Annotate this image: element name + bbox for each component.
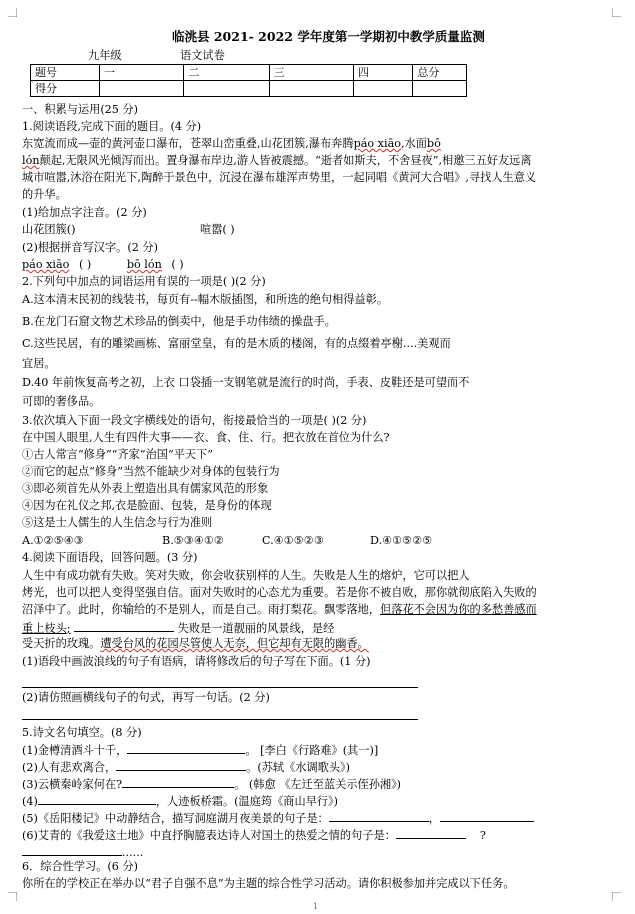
q4-passage-line: 烤光，也可以把人变得坚强自信。面对失败时的心态尤为重要。若是你不被自败，那你就彻底陷入失败的	[22, 586, 537, 599]
q1-sub1-item[interactable]: 山花团簇()	[22, 223, 76, 236]
corner-mark-top-right	[612, 8, 621, 17]
score-table	[30, 64, 467, 97]
score-table-header-cell: 二	[184, 65, 269, 81]
score-row-label: 得分	[31, 81, 100, 97]
q1-sub1: (1)给加点字注音。(2 分)	[22, 206, 147, 219]
blank-line[interactable]	[329, 809, 429, 822]
q1-passage-text: 东宽流而成—壶的黄河壶口瀑布，苍翠山峦重叠,山花团簇,瀑布奔腾	[22, 137, 354, 150]
score-cell[interactable]	[413, 81, 467, 97]
q5-text: (4)	[22, 795, 38, 808]
q5-text: 。 (韩愈 《左迁至蓝关示侄孙湘》)	[234, 778, 402, 791]
q5-item	[22, 775, 401, 793]
blank-line[interactable]	[440, 809, 534, 822]
q5-comma: ，	[428, 812, 440, 825]
exam-title: 临洮县 2021- 2022 学年度第一学期初中教学质量监测	[172, 29, 485, 44]
q3-sentence: ②而它的起点“修身”当然不能缺少对身体的包装行为	[22, 465, 280, 478]
q2-stem: 2.下列句中加点的词语运用有误的一项是( )(2 分)	[22, 275, 266, 288]
q4-underlined-sentence: 但落花不会因为你的多愁善感而	[380, 603, 537, 616]
q2-option-a[interactable]: A.这本清末民初的线装书，每页有--幅木版插图，和所选的绝句相得益彰。	[22, 293, 389, 306]
score-table-header-row	[31, 65, 467, 81]
q3-intro: 在中国人眼里,人生有四件大事——衣、食、住、行。把衣放在首位为什么?	[22, 431, 390, 444]
blank-line[interactable]	[74, 619, 174, 632]
pinyin-paoxiao: páo xiāo	[22, 258, 70, 271]
q4-passage-line: 人生中有成功就有失败。笑对失败，你会收获别样的人生。失败是人生的熔炉，它可以把人	[22, 569, 470, 582]
q3-stem: 3.依次填入下面一段文字横线处的语句，衔接最恰当的一项是( )(2 分)	[22, 414, 367, 427]
q4-text: 受天折的玫瑰。	[22, 637, 101, 650]
q4-underlined-sentence: 重上枝头;	[22, 622, 71, 635]
score-cell[interactable]	[184, 81, 269, 97]
q4-passage-line	[22, 602, 537, 618]
q5-text: ，人迹板桥霜。(温庭筠《商山早行》)	[155, 795, 338, 808]
q1-passage-line: 城市喧嚣,沐浴在阳光下,陶醉于景色中，沉浸在瀑布雄浑声势里，一起同唱《黄河大合唱》,寻找人生意义	[22, 171, 537, 184]
q1-passage-text: 颠起,无限风光倾泻而出。置身瀑布岸边,游人皆被震撼。“逝者如斯夫，不舍昼夜”,相邀三五好友远离	[39, 154, 532, 167]
q2-option-b[interactable]: B.在龙门石窟文物艺术珍品的倒卖中，他是手功伟绩的操盘手。	[22, 315, 336, 328]
blank-line[interactable]	[38, 792, 156, 805]
q3-option-d[interactable]: D.④①⑤②⑤	[370, 534, 433, 547]
corner-mark-bottom-left	[8, 892, 17, 901]
q5-text: (1)金樽清酒斗十千，	[22, 744, 128, 757]
page-number: 1	[313, 902, 319, 911]
q2-option-d[interactable]: D.40 年前恢复高考之初，上衣 口袋插一支钢笔就是流行的时尚，手表、皮鞋还是可望而不	[22, 376, 470, 389]
score-cell[interactable]	[269, 81, 353, 97]
q3-option-c[interactable]: C.④①⑤②③	[262, 534, 324, 547]
blank-line[interactable]	[396, 826, 466, 839]
q3-sentence: ①古人常言“修身”“齐家”治国“平天下”	[22, 448, 213, 461]
q5-item	[22, 792, 338, 810]
score-table-header-cell: 总分	[413, 65, 467, 81]
score-table-header-cell: 三	[269, 65, 353, 81]
score-table-header-cell: 题号	[31, 65, 100, 81]
q5-text: (5)《岳阳楼记》中动静结合，描写洞庭湖月夜美景的句子是：	[22, 812, 329, 825]
q5-text: (3)云横秦岭家何在?	[22, 778, 123, 791]
q5-item	[22, 758, 350, 776]
section-heading: 一、积累与运用(25 分)	[22, 103, 139, 116]
score-table-row	[31, 81, 467, 97]
q1-passage-line	[22, 153, 532, 169]
score-cell[interactable]	[99, 81, 183, 97]
q3-sentence: ⑤这是士人儒生的人生信念与行为准则	[22, 516, 213, 529]
pinyin-paoxiao: páo xiāo	[353, 137, 401, 150]
q6-intro: 你所在的学校正在举办以“君子自强不息”为主题的综合性学习活动。请你积极参加并完成以下任务。	[22, 877, 515, 890]
q4-sub1: (1)语段中画波浪线的句子有语病，请将修改后的句子写在下面。(1 分)	[22, 655, 371, 668]
score-table-header-cell: 四	[353, 65, 412, 81]
corner-mark-bottom-right	[612, 892, 621, 901]
q5-item	[22, 741, 378, 759]
q1-passage-line: 的升华。	[22, 188, 67, 201]
q1-sub2: (2)根据拼音写汉字。(2 分)	[22, 241, 158, 254]
q6-stem: 6．综合性学习。(6 分)	[22, 860, 139, 873]
q2-option-c[interactable]: C.这些民居，有的雕梁画栋、富丽堂皇，有的是木质的楼阁，有的点缀着亭榭....美观而	[22, 337, 451, 350]
q3-sentence: ③即必须首先从外表上塑造出具有儒家风范的形象	[22, 482, 269, 495]
q2-option-d-cont: 可即的奢侈品。	[22, 395, 101, 408]
q1-passage-text: ,水面	[400, 137, 427, 150]
q4-wavy-sentence: 遭受台风的花园尽管使人无奈，但它却有无限的幽香。	[100, 637, 369, 650]
q3-option-b[interactable]: B.⑤③④①②	[162, 534, 224, 547]
blank-line[interactable]	[116, 758, 246, 771]
score-cell[interactable]	[353, 81, 412, 97]
pinyin-lon: lón	[22, 154, 40, 167]
q4-text: 失败是一道靓丽的风景线，是经	[177, 622, 335, 635]
q4-passage-line	[22, 619, 334, 637]
q1-passage-line	[22, 136, 441, 152]
q5-text: 。 [李白《行路难》(其一)]	[245, 744, 379, 757]
grade-label: 九年级	[88, 49, 122, 62]
q5-stem: 5.诗文名句填空。(8 分)	[22, 726, 142, 739]
q3-option-a[interactable]: A.①②⑤④③	[22, 534, 84, 547]
answer-line[interactable]	[22, 687, 418, 688]
q3-sentence: ④因为在礼仪之邦,衣是脸面、包装，是身份的体现	[22, 499, 272, 512]
q5-item	[22, 809, 534, 827]
pinyin-bolon: bō lón	[126, 258, 162, 271]
q4-passage-line	[22, 636, 369, 652]
q4-stem: 4.阅读下面语段，回答问题。(3 分)	[22, 551, 198, 564]
q1-stem: 1.阅读语段,完成下面的题目。(4 分)	[22, 120, 202, 133]
q4-text: 沼泽中了。此时，你输给的不是别人，而是自己。雨打梨花。飘零落地，	[22, 603, 381, 616]
q4-sub2: (2)请仿照画横线句子的句式，再写一句话。(2 分)	[22, 691, 270, 704]
subject-label: 语文试卷	[180, 49, 225, 62]
blank-line[interactable]	[122, 775, 234, 788]
q2-option-c-cont: 宜居。	[22, 357, 56, 370]
q1-sub1-item[interactable]: 喧嚣( )	[200, 223, 235, 236]
q5-text: 。(苏轼《水调歌头》)	[246, 761, 350, 774]
q5-text: ......	[122, 846, 144, 859]
q1-sub2-items	[22, 257, 184, 273]
q5-text: (6)艾青的《我爱这土地》中直抒胸臆表达诗人对国土的热爱之情的句子是：	[22, 829, 396, 842]
answer-line[interactable]	[22, 719, 418, 720]
answer-paren[interactable]: ( )	[78, 258, 92, 271]
score-table-header-cell: 一	[99, 65, 183, 81]
corner-mark-top-left	[8, 8, 17, 17]
q5-text: (2)人有悲欢离合，	[22, 761, 117, 774]
pinyin-bo: bō	[426, 137, 441, 150]
blank-line[interactable]	[22, 843, 122, 856]
answer-paren[interactable]: ( )	[171, 258, 184, 271]
q5-end-mark: ?	[479, 829, 486, 842]
q5-item	[22, 826, 486, 844]
blank-line[interactable]	[127, 741, 245, 754]
